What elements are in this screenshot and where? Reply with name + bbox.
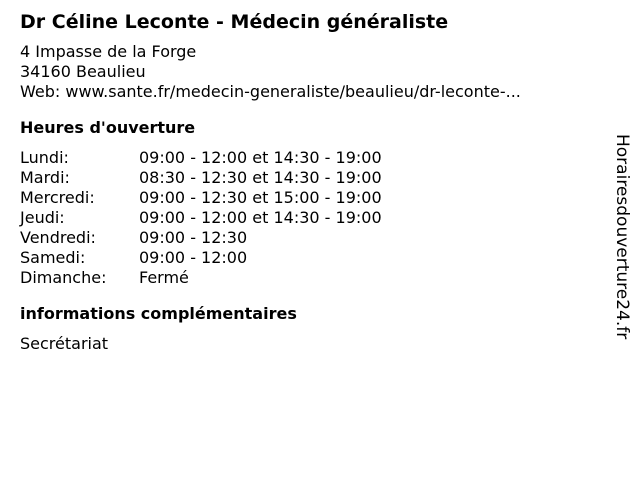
day-label: Mercredi:	[20, 188, 95, 207]
page-title: Dr Céline Leconte - Médecin généraliste	[20, 11, 449, 33]
opening-hours-title: Heures d'ouverture	[20, 118, 196, 137]
hours-row-monday	[20, 148, 600, 168]
day-label: Lundi:	[20, 148, 69, 167]
address-city: 34160 Beaulieu	[20, 62, 146, 81]
day-label: Vendredi:	[20, 228, 96, 247]
day-label: Mardi:	[20, 168, 70, 187]
hours-row-friday	[20, 228, 600, 248]
time-value: 08:30 - 12:30 et 14:30 - 19:00	[139, 168, 382, 187]
day-label: Jeudi:	[20, 208, 65, 227]
opening-hours-list	[20, 148, 600, 288]
hours-row-wednesday	[20, 188, 600, 208]
listing-card	[20, 8, 600, 354]
site-watermark: Horairesdouverture24.fr	[612, 134, 632, 340]
time-value: 09:00 - 12:30 et 15:00 - 19:00	[139, 188, 382, 207]
address-street: 4 Impasse de la Forge	[20, 42, 197, 61]
time-value: 09:00 - 12:00 et 14:30 - 19:00	[139, 208, 382, 227]
time-value: 09:00 - 12:00 et 14:30 - 19:00	[139, 148, 382, 167]
address-block	[20, 42, 600, 102]
hours-row-sunday	[20, 268, 600, 288]
additional-info-title: informations complémentaires	[20, 304, 297, 323]
hours-row-saturday	[20, 248, 600, 268]
time-value: 09:00 - 12:30	[139, 228, 248, 247]
website-line: Web: www.sante.fr/medecin-generaliste/beaulieu/dr-leconte-...	[20, 82, 521, 101]
hours-row-tuesday	[20, 168, 600, 188]
additional-info-text: Secrétariat	[20, 334, 109, 353]
day-label: Samedi:	[20, 248, 86, 267]
day-label: Dimanche:	[20, 268, 107, 287]
time-value: Fermé	[139, 268, 189, 287]
hours-row-thursday	[20, 208, 600, 228]
time-value: 09:00 - 12:00	[139, 248, 248, 267]
